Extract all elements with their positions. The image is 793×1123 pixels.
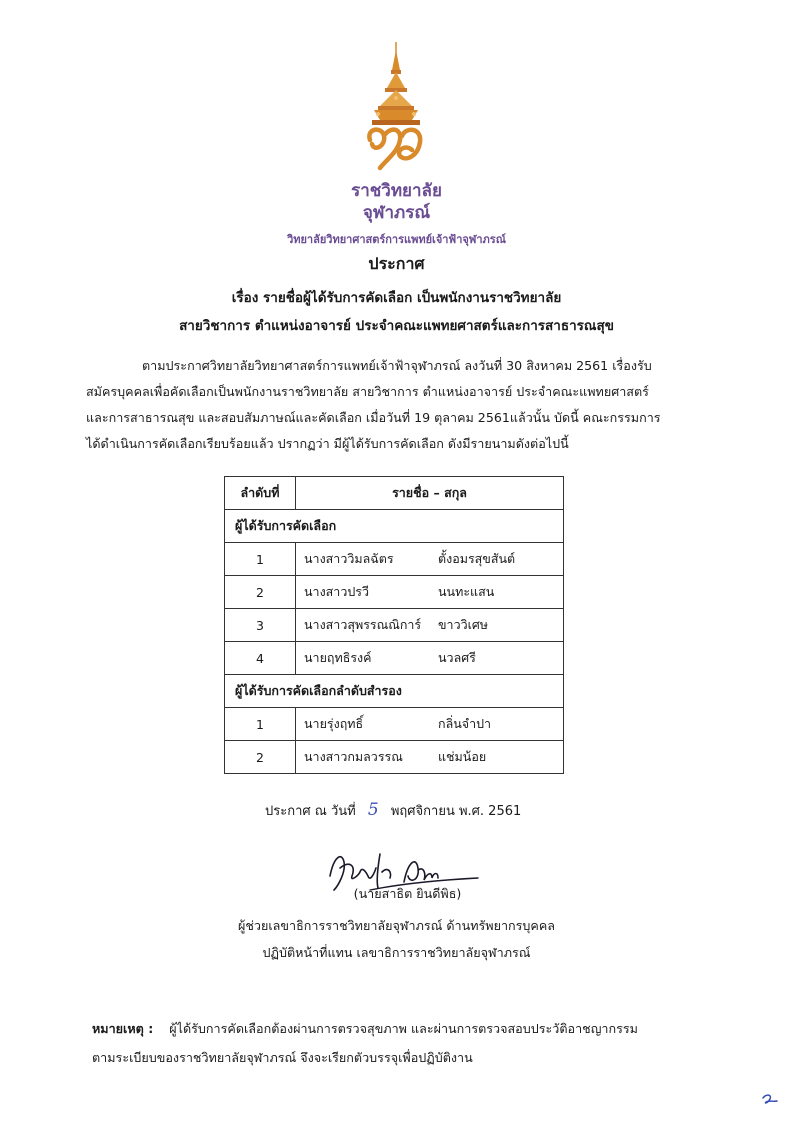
body-line-2: สมัครบุคคลเพื่อคัดเลือกเป็นพนักงานราชวิทยาลัย สายวิชาการ ตำแหน่งอาจารย์ ประจำคณะแพทยศาสตร์ [86, 384, 649, 399]
row-order: 2 [225, 576, 296, 609]
institution-name-line1: ราชวิทยาลัย [351, 181, 442, 201]
first-name: นางสาวปรวี [304, 584, 370, 599]
last-name: นนทะแสน [438, 584, 495, 599]
header-order: ลำดับที่ [225, 477, 296, 510]
subject-line-2: สายวิชาการ ตำแหน่งอาจารย์ ประจำคณะแพทยศาสตร์และการสาธารณสุข [179, 318, 614, 334]
body-line-3: และการสาธารณสุข และสอบสัมภาษณ์และคัดเลือก เมื่อวันที่ 19 ตุลาคม 2561แล้วนั้น บัดนี้ คณะกรรมการ [86, 410, 661, 425]
row-name [296, 543, 564, 576]
note-label: หมายเหตุ : [92, 1021, 154, 1036]
table-row [225, 642, 564, 675]
row-name [296, 708, 564, 741]
row-order: 4 [225, 642, 296, 675]
selection-results-table [224, 476, 564, 774]
note-line-2: ตามระเบียบของราชวิทยาลัยจุฬาภรณ์ จึงจะเรียกตัวบรรจุเพื่อปฏิบัติงาน [92, 1050, 473, 1065]
row-order: 1 [225, 543, 296, 576]
first-name: นายรุ่งฤทธิ์ [304, 716, 364, 731]
signer-position-2: ปฏิบัติหน้าที่แทน เลขาธิการราชวิทยาลัยจุฬาภรณ์ [262, 945, 531, 960]
row-name [296, 609, 564, 642]
body-line-4: ได้ดำเนินการคัดเลือกเรียบร้อยแล้ว ปรากฏว่า มีผู้ได้รับการคัดเลือก ดังมีรายนามดังต่อไปนี้ [86, 436, 569, 451]
table-row [225, 741, 564, 774]
table-row [225, 576, 564, 609]
note-line-1: ผู้ได้รับการคัดเลือกต้องผ่านการตรวจสุขภาพ และผ่านการตรวจสอบประวัติอาชญากรรม [169, 1021, 638, 1036]
row-order: 1 [225, 708, 296, 741]
signer-name: (นายสาธิต ยินดีพิธ) [353, 886, 462, 901]
chulabhorn-royal-crest-icon [356, 40, 436, 178]
header-name: รายชื่อ – สกุล [296, 477, 564, 510]
group-label-reserve: ผู้ได้รับการคัดเลือกลำดับสำรอง [225, 675, 564, 708]
signer-position-1: ผู้ช่วยเลขาธิการราชวิทยาลัยจุฬาภรณ์ ด้านทรัพยากรบุคคล [238, 918, 555, 933]
dateline-prefix: ประกาศ ณ วันที่ [265, 804, 356, 819]
table-row [225, 609, 564, 642]
subject-line-1: เรื่อง รายชื่อผู้ได้รับการคัดเลือก เป็นพนักงานราชวิทยาลัย [231, 290, 562, 306]
dateline [265, 800, 521, 821]
body-line-1: ตามประกาศวิทยาลัยวิทยาศาสตร์การแพทย์เจ้าฟ้าจุฬาภรณ์ ลงวันที่ 30 สิงหาคม 2561 เรื่องรับ [142, 358, 652, 373]
institution-subtitle: วิทยาลัยวิทยาศาสตร์การแพทย์เจ้าฟ้าจุฬาภรณ์ [287, 233, 506, 246]
row-order: 2 [225, 741, 296, 774]
group-row-reserve [225, 675, 564, 708]
handwritten-page-number-icon [760, 1092, 780, 1106]
dateline-suffix: พฤศจิกายน พ.ศ. 2561 [390, 804, 522, 819]
last-name: แช่มน้อย [438, 749, 487, 764]
first-name: นายฤทธิรงค์ [304, 650, 372, 665]
table-header-row [225, 477, 564, 510]
last-name: ตั้งอมรสุขสันต์ [438, 551, 516, 566]
group-label-selected: ผู้ได้รับการคัดเลือก [225, 510, 564, 543]
dateline-day: 5 [367, 800, 379, 820]
row-name [296, 642, 564, 675]
table-row [225, 543, 564, 576]
last-name: ขาววิเศษ [438, 617, 489, 632]
row-name [296, 576, 564, 609]
table-row [225, 708, 564, 741]
row-name [296, 741, 564, 774]
first-name: นางสาวกมลวรรณ [304, 749, 403, 764]
last-name: นวลศรี [438, 650, 476, 665]
first-name: นางสาววิมลฉัตร [304, 551, 394, 566]
row-order: 3 [225, 609, 296, 642]
announcement-title: ประกาศ [368, 254, 425, 273]
group-row-selected [225, 510, 564, 543]
body-paragraph [86, 353, 716, 457]
institution-name-line2: จุฬาภรณ์ [362, 203, 431, 223]
last-name: กลิ่นจำปา [438, 716, 492, 731]
note-line-1-row [92, 1014, 638, 1044]
first-name: นางสาวสุพรรณณิการ์ [304, 617, 422, 632]
